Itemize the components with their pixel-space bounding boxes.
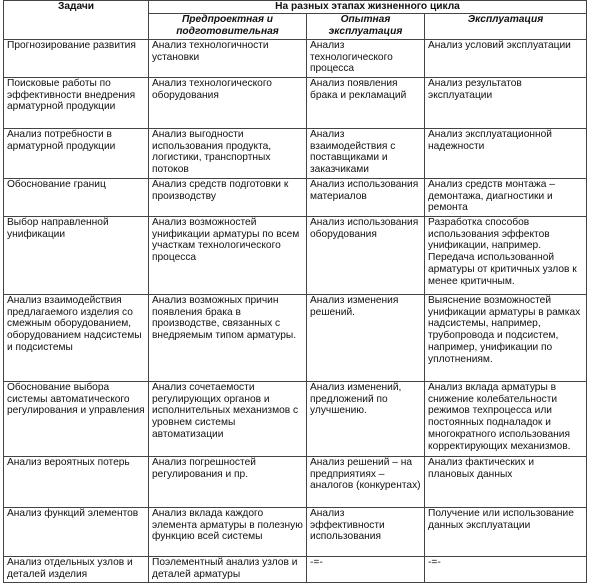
preproject-cell: Анализ сочетаемости регулирующих органов и исполнительных механизмов с уровнем системы автоматизации bbox=[149, 382, 307, 457]
operation-cell: Анализ средств монтажа – демонтажа, диагностики и ремонта bbox=[425, 179, 587, 217]
table-row bbox=[4, 382, 587, 457]
task-cell: Анализ вероятных потерь bbox=[4, 457, 149, 508]
preproject-cell: Анализ технологического оборудования bbox=[149, 78, 307, 129]
operation-cell: Анализ фактических и плановых данных bbox=[425, 457, 587, 508]
table-row bbox=[4, 217, 587, 295]
trial-cell: Анализ эффективности использования bbox=[307, 508, 425, 557]
operation-cell: Анализ эксплуатационной надежности bbox=[425, 129, 587, 179]
task-cell: Прогнозирование развития bbox=[4, 40, 149, 78]
header-stage-preproject: Предпроектная и подготовительная bbox=[149, 14, 307, 40]
preproject-cell: Анализ погрешностей регулирования и пр. bbox=[149, 457, 307, 508]
operation-cell: Анализ условий эксплуатации bbox=[425, 40, 587, 78]
task-cell: Обоснование выбора системы автоматического регулирования и управления bbox=[4, 382, 149, 457]
trial-cell: Анализ технологического процесса bbox=[307, 40, 425, 78]
preproject-cell: Анализ средств подготовки к производству bbox=[149, 179, 307, 217]
operation-cell: Анализ результатов эксплуатации bbox=[425, 78, 587, 129]
task-cell: Анализ отдельных узлов и деталей изделия bbox=[4, 557, 149, 583]
table-row bbox=[4, 179, 587, 217]
header-tasks: Задачи bbox=[4, 1, 149, 40]
trial-cell: Анализ появления брака и рекламаций bbox=[307, 78, 425, 129]
table-row bbox=[4, 78, 587, 129]
table-row bbox=[4, 557, 587, 583]
trial-cell: Анализ использования материалов bbox=[307, 179, 425, 217]
trial-cell: Анализ изменений, предложений по улучшению. bbox=[307, 382, 425, 457]
operation-cell: Анализ вклада арматуры в снижение колебательности режимов техпроцесса или постоянных подналадок и многократного использования корректирующих механизмов. bbox=[425, 382, 587, 457]
table-row bbox=[4, 508, 587, 557]
operation-cell: Получение или использование данных эксплуатации bbox=[425, 508, 587, 557]
trial-cell: -=- bbox=[307, 557, 425, 583]
trial-cell: Анализ использования оборудования bbox=[307, 217, 425, 295]
header-lifecycle: На разных этапах жизненного цикла bbox=[149, 1, 587, 14]
task-cell: Выбор направленной унификации bbox=[4, 217, 149, 295]
table-row bbox=[4, 129, 587, 179]
preproject-cell: Поэлементный анализ узлов и деталей арматуры bbox=[149, 557, 307, 583]
table-row bbox=[4, 295, 587, 382]
table-row bbox=[4, 40, 587, 78]
task-cell: Поисковые работы по эффективности внедрения арматурной продукции bbox=[4, 78, 149, 129]
task-cell: Анализ взаимодействия предлагаемого изделия со смежным оборудованием, оборудованием надсистемы и подсистемы bbox=[4, 295, 149, 382]
preproject-cell: Анализ технологичности установки bbox=[149, 40, 307, 78]
trial-cell: Анализ решений – на предприятиях – аналогов (конкурентах) bbox=[307, 457, 425, 508]
header-stage-operation: Эксплуатация bbox=[425, 14, 587, 40]
task-cell: Анализ функций элементов bbox=[4, 508, 149, 557]
operation-cell: Разработка способов использования эффектов унификации, например. Передача использованной арматуры от критичных узлов к менее критичным. bbox=[425, 217, 587, 295]
header-stage-trial: Опытная эксплуатация bbox=[307, 14, 425, 40]
operation-cell: Выяснение возможностей унификации арматуры в рамках надсистемы, например, трубопровода и подсистем, например, унификации по уплотнениям. bbox=[425, 295, 587, 382]
preproject-cell: Анализ вклада каждого элемента арматуры в полезную функцию всей системы bbox=[149, 508, 307, 557]
lifecycle-table bbox=[3, 0, 587, 583]
table-row bbox=[4, 457, 587, 508]
trial-cell: Анализ изменения решений. bbox=[307, 295, 425, 382]
preproject-cell: Анализ выгодности использования продукта, логистики, транспортных потоков bbox=[149, 129, 307, 179]
operation-cell: -=- bbox=[425, 557, 587, 583]
task-cell: Обоснование границ bbox=[4, 179, 149, 217]
task-cell: Анализ потребности в арматурной продукции bbox=[4, 129, 149, 179]
trial-cell: Анализ взаимодействия с поставщиками и заказчиками bbox=[307, 129, 425, 179]
preproject-cell: Анализ возможностей унификации арматуры по всем участкам технологического процесса bbox=[149, 217, 307, 295]
preproject-cell: Анализ возможных причин появления брака в производстве, связанных с внедряемым типом арматуры. bbox=[149, 295, 307, 382]
